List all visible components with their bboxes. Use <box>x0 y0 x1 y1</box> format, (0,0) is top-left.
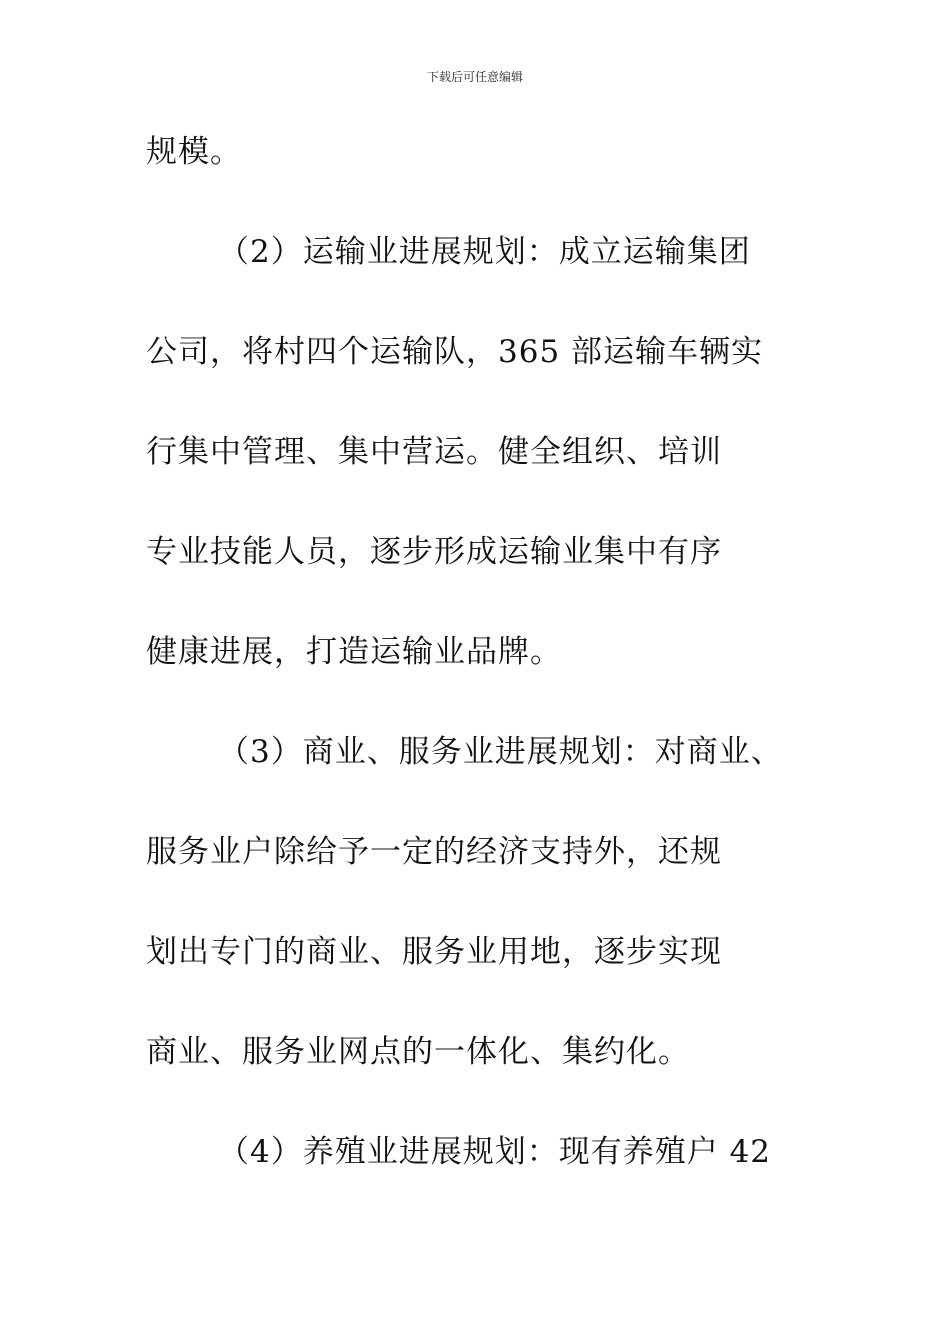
text-line: 商业、服务业网点的一体化、集约化。 <box>146 1034 690 1070</box>
text-line: 服务业户除给予一定的经济支持外，还规 <box>146 834 722 870</box>
page-header: 下载后可任意编辑 <box>426 70 523 84</box>
text-line: （2）运输业进展规划：成立运输集团 <box>218 234 751 270</box>
text-line: 专业技能人员，逐步形成运输业集中有序 <box>146 534 722 570</box>
text-line: （3）商业、服务业进展规划：对商业、 <box>218 734 783 770</box>
text-line: 健康进展，打造运输业品牌。 <box>146 634 562 670</box>
text-line: 行集中管理、集中营运。健全组织、培训 <box>146 434 722 470</box>
text-line: 划出专门的商业、服务业用地，逐步实现 <box>146 934 722 970</box>
text-line: （4）养殖业进展规划：现有养殖户 42 <box>218 1134 772 1170</box>
text-line: 规模。 <box>146 134 242 170</box>
text-line: 公司，将村四个运输队，365 部运输车辆实 <box>146 334 764 370</box>
